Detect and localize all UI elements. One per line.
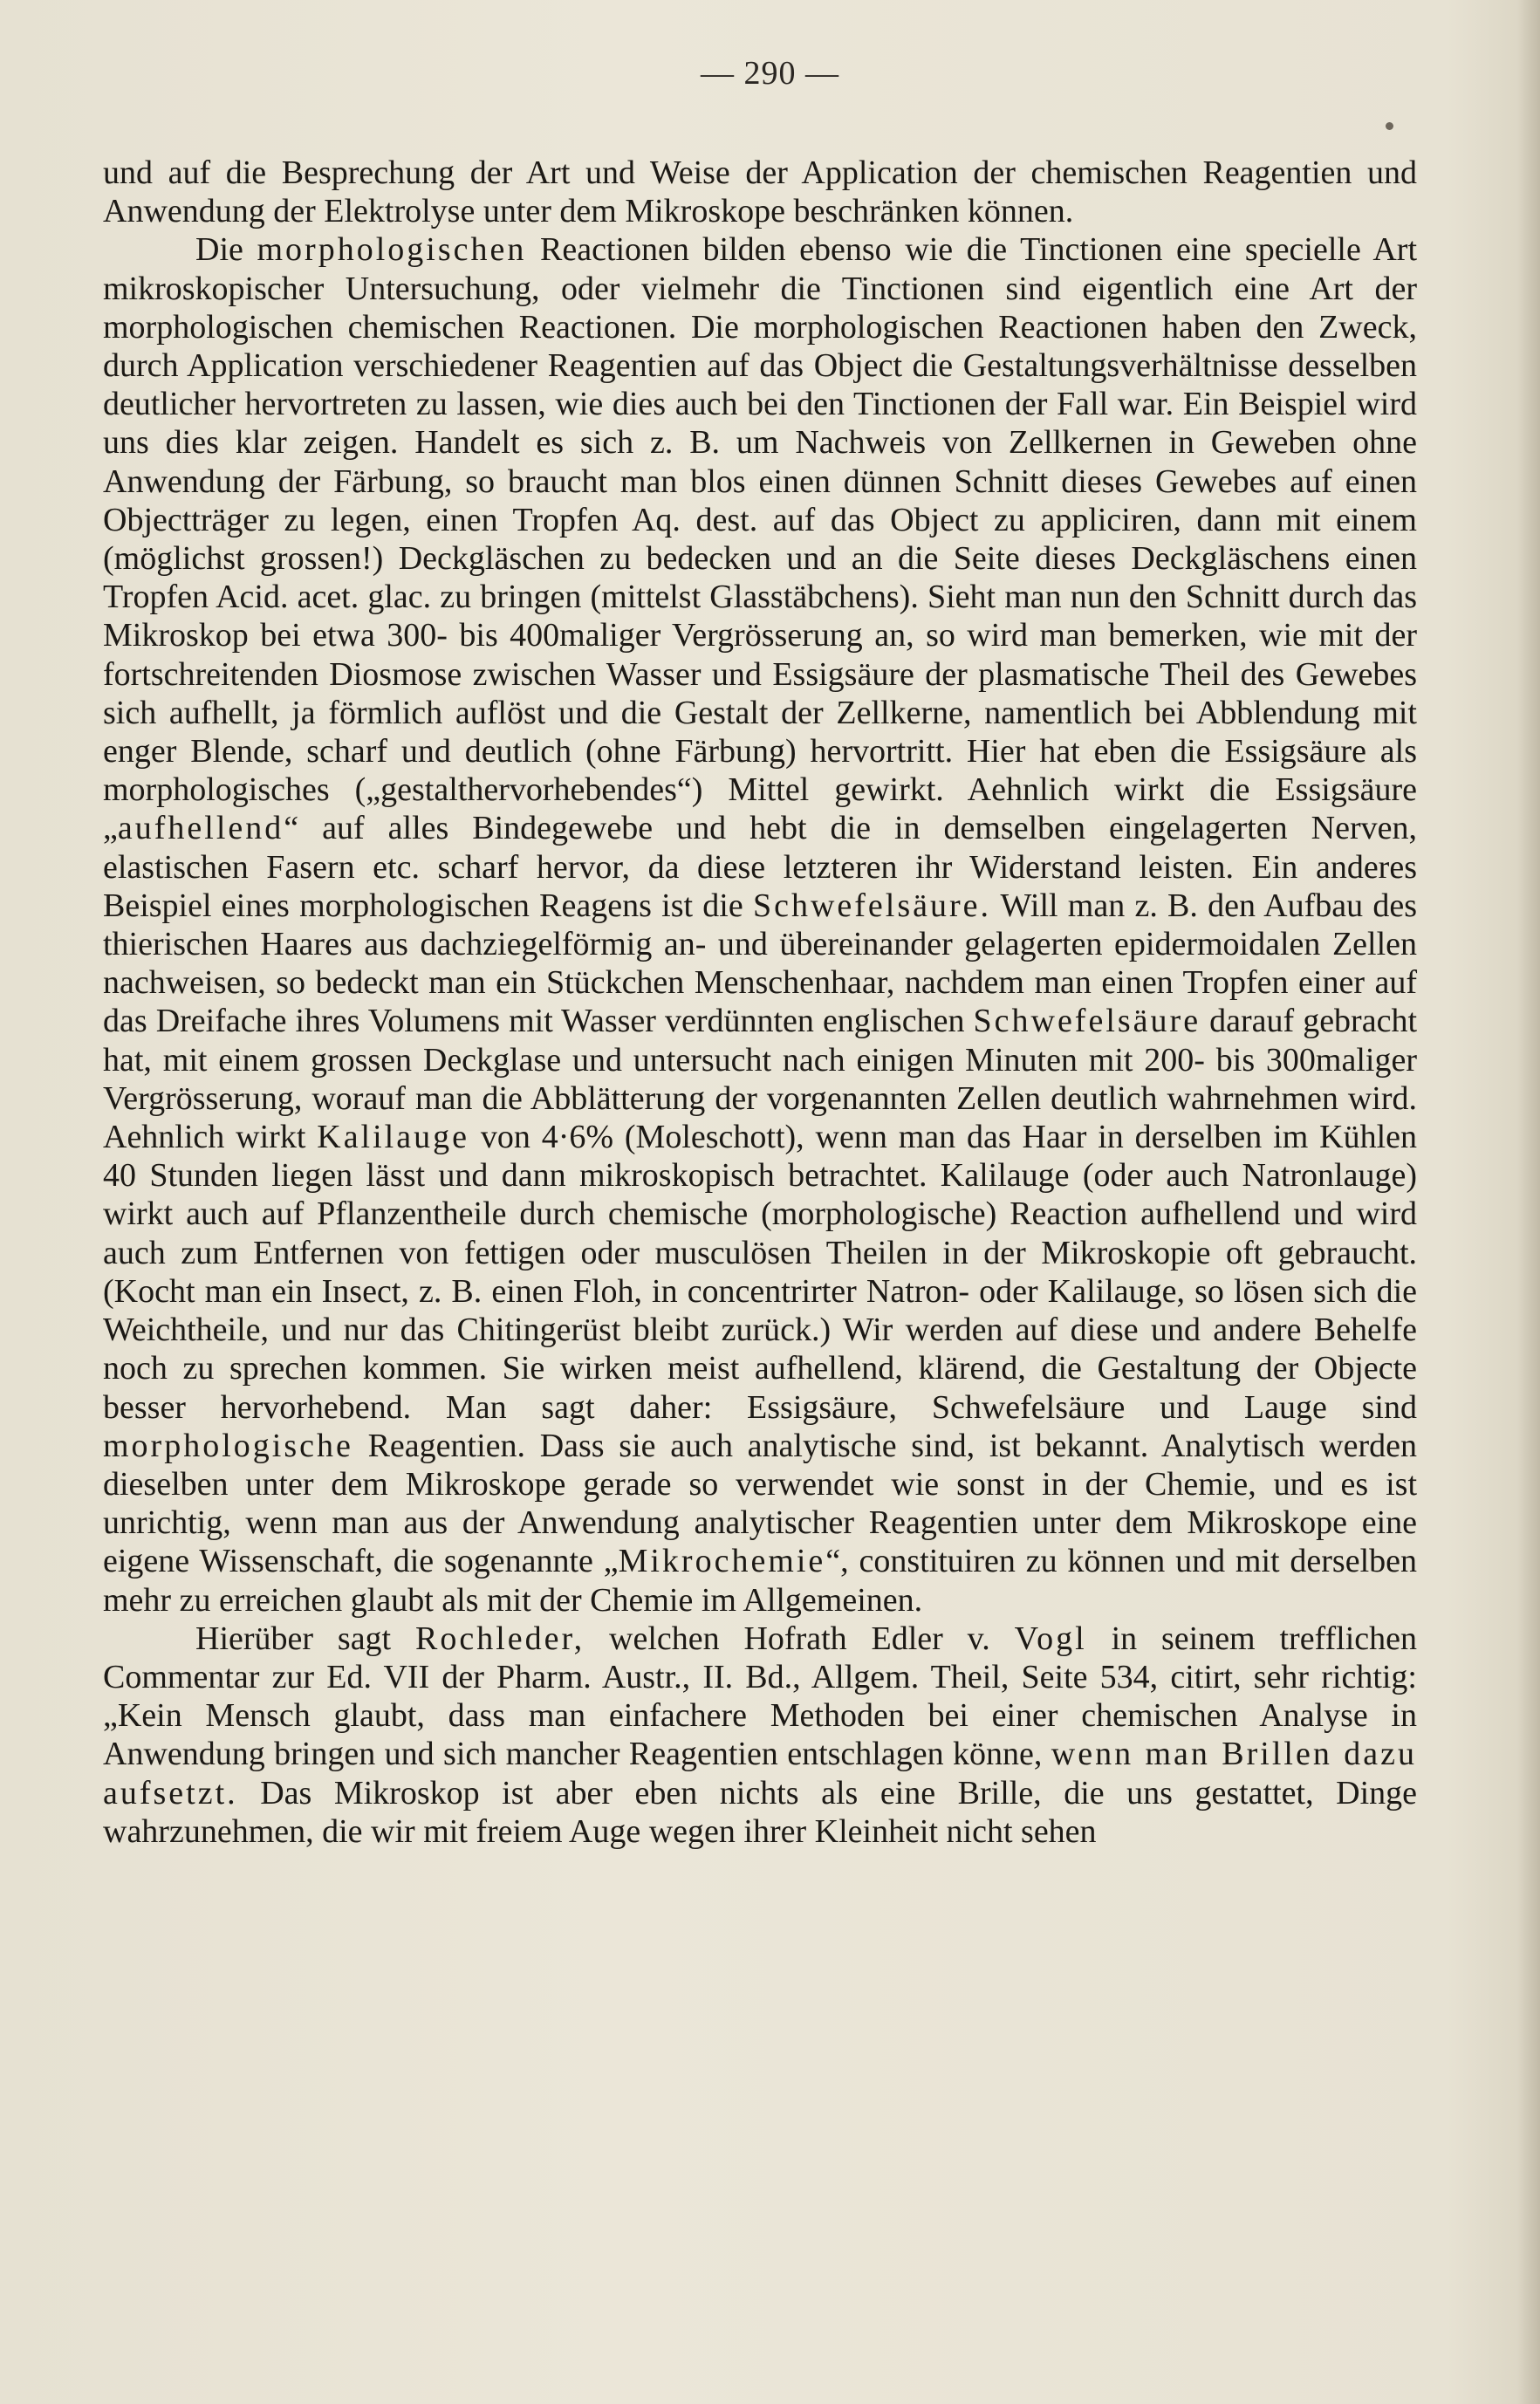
emphasized-term: morphologischen	[257, 231, 527, 269]
ink-speck	[1386, 122, 1393, 130]
paragraph-1: und auf die Besprechung der Art und Weise der Application der chemischen Reagentien und Anwendung der Elektrolyse unter dem Mikroskope beschränken können.	[103, 154, 1417, 230]
text-run: Reagentien. Dass sie auch analytische sind, ist bekannt. Analytisch werden dieselben unter dem Mikroskope gerade so verwendet wie sonst in der Chemie, und es ist unrichtig, wenn man aus der Anwendung analytischer Reagentien unter dem Mikroskope eine eigene Wissenschaft, die sogenannte „	[103, 1427, 1418, 1580]
text-run: Hierüber sagt	[195, 1620, 392, 1657]
text-run: Die	[195, 231, 243, 269]
page-number: — 290 —	[701, 55, 839, 92]
text-run: darauf gebracht hat, mit einem grossen Deckglase und untersucht nach einigen Minuten mit 200- bis 300maliger Vergrösserung, worauf man die Abblätterung der vorgenannten Zellen deutlich wahrnehmen wird. Aehnlich wirkt	[103, 1003, 1418, 1156]
emphasized-term: morphologische	[103, 1427, 353, 1464]
emphasized-term: Schwefelsäure.	[752, 887, 991, 924]
text-run: “ auf alles Bindegewebe und hebt die in demselben eingelagerten Nerven, elastischen Fasern etc. scharf hervor, da diese letzteren ihr Widerstand leisten. Ein anderes Beispiel eines morphologischen Reagens ist die	[103, 810, 1417, 924]
text-run: in seinem trefflichen Commentar zur Ed. VII der Pharm. Austr., II. Bd., Allgem. Theil, Seite 534, citirt, sehr richtig: „Kein Mensch glaubt, dass man einfachere Methoden bei einer chemischen Analyse in Anwendung bringen und sich mancher Reagentien entschlagen könne,	[103, 1620, 1418, 1773]
emphasized-phrase: wenn man Brillen dazu aufsetzt.	[103, 1736, 1417, 1812]
text-run: Das Mikroskop ist aber eben nichts als eine Brille, die uns gestattet, Dinge wahrzunehmen, die wir mit freiem Auge wegen ihrer Kleinheit nicht sehen	[103, 1774, 1418, 1850]
emphasized-name: Rochleder,	[415, 1620, 585, 1657]
text-run: von 4·6% (Moleschott), wenn man das Haar in derselben im Kühlen 40 Stunden liegen lässt und dann mikroskopisch betrachtet. Kalilauge (oder auch Natronlauge) wirkt auch auf Pflanzentheile durch chemische (morphologische) Reaction aufhellend und wird auch zum Entfernen von fettigen oder musculösen Theilen in der Mikroskopie oft gebraucht. (Kocht man ein Insect, z. B. einen Floh, in concentrirter Natron- oder Kalilauge, so lösen sich die Weichtheile, und nur das Chitingerüst bleibt zurück.) Wir werden auf diese und andere Behelfe noch zu sprechen kommen. Sie wirken meist aufhellend, klärend, die Gestaltung der Objecte besser hervorhebend. Man sagt daher: Essigsäure, Schwefelsäure und Lauge sind	[103, 1119, 1417, 1426]
paragraph-2	[103, 230, 1417, 1619]
text-run: Will man z. B. den Aufbau des thierischen Haares aus dachziegelförmig an- und übereinander gelagerten epidermoidalen Zellen nachweisen, so bedeckt man ein Stückchen Menschenhaar, nachdem man einen Tropfen einer auf das Dreifache ihres Volumens mit Wasser verdünnten englischen	[103, 887, 1417, 1040]
text-run: welchen Hofrath Edler v.	[609, 1620, 990, 1657]
body-text	[103, 154, 1417, 1851]
text-run: “, constituiren zu können und mit derselben mehr zu erreichen glaubt als mit der Chemie im Allgemeinen.	[103, 1543, 1418, 1619]
emphasized-term: aufhellend	[117, 810, 284, 847]
emphasized-term: Mikrochemie	[618, 1543, 826, 1580]
emphasized-term: Kalilauge	[317, 1119, 469, 1156]
text-run: Reactionen bilden ebenso wie die Tinctionen eine specielle Art mikroskopischer Untersuchung, oder vielmehr die Tinctionen sind eigentlich eine Art der morphologischen chemischen Reactionen. Die morphologischen Reactionen haben den Zweck, durch Application verschiedener Reagentien auf das Object die Gestaltungsverhältnisse desselben deutlicher hervortreten zu lassen, wie dies auch bei den Tinctionen der Fall war. Ein Beispiel wird uns dies klar zeigen. Handelt es sich z. B. um Nachweis von Zellkernen in Geweben ohne Anwendung der Färbung, so braucht man blos einen dünnen Schnitt dieses Gewebes auf einen Objectträger zu legen, einen Tropfen Aq. dest. auf das Object zu appliciren, dann mit einem (möglichst grossen!) Deckgläschen zu bedecken und an die Seite dieses Deckgläschens einen Tropfen Acid. acet. glac. zu bringen (mittelst Glasstäbchens). Sieht man nun den Schnitt durch das Mikroskop bei etwa 300- bis 400maliger Vergrösserung an, so wird man bemerken, wie mit der fortschreitenden Diosmose zwischen Wasser und Essigsäure der plasmatische Theil des Gewebes sich aufhellt, ja förmlich auflöst und die Gestalt der Zellkerne, namentlich bei Abblendung mit enger Blende, scharf und deutlich (ohne Färbung) hervortritt. Hier hat eben die Essigsäure als morphologisches („gestalthervorhebendes“) Mittel gewirkt. Aehnlich wirkt die Essigsäure „	[103, 231, 1418, 847]
paragraph-3	[103, 1620, 1417, 1851]
emphasized-name: Vogl	[1014, 1620, 1087, 1657]
emphasized-term: Schwefelsäure	[973, 1003, 1201, 1040]
page-edge-shadow	[1517, 0, 1540, 2404]
